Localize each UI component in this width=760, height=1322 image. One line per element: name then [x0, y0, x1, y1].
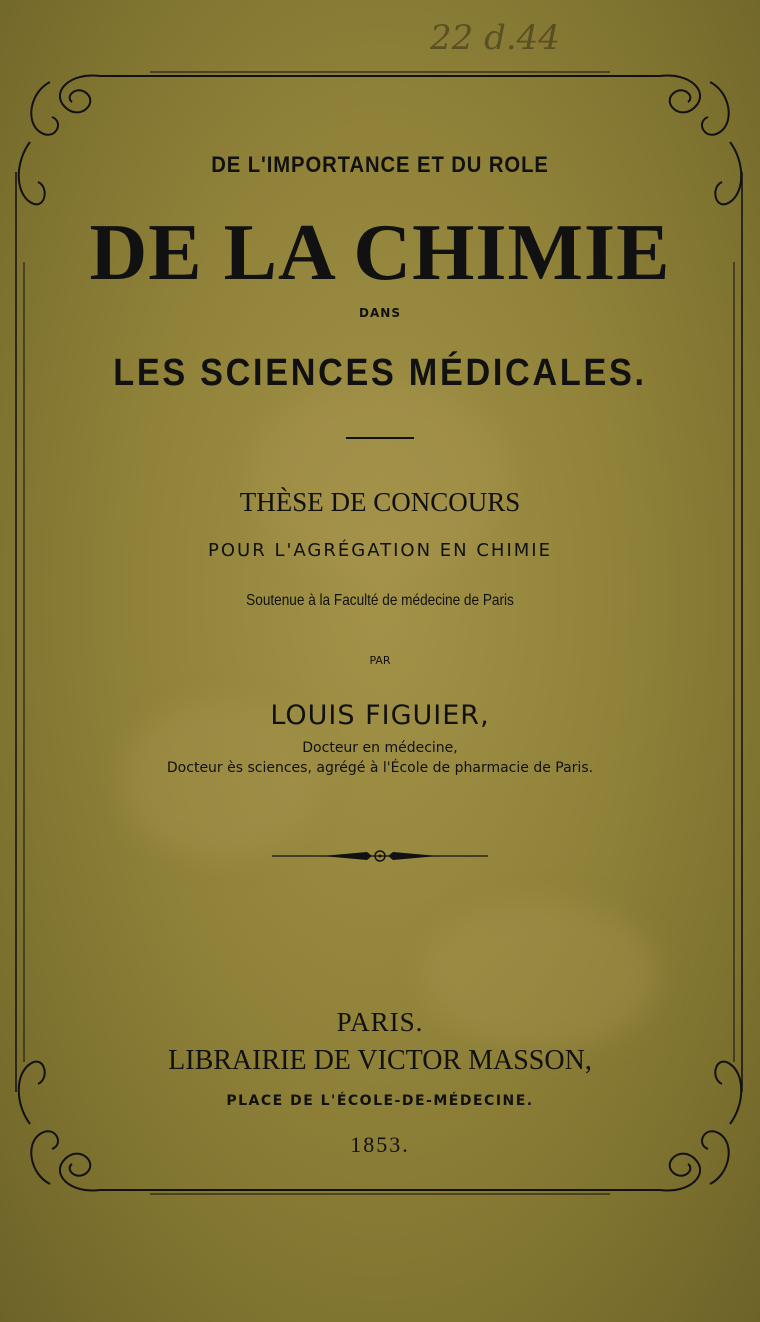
- author-credential-1: Docteur en médecine,: [302, 740, 458, 756]
- author-name: LOUIS FIGUIER,: [270, 700, 490, 731]
- separator-rule: [346, 437, 414, 439]
- title-line-1: DE L'IMPORTANCE ET DU ROLE: [211, 152, 549, 177]
- imprint-publisher: LIBRAIRIE DE VICTOR MASSON,: [168, 1045, 592, 1076]
- author-par: PAR: [369, 654, 391, 667]
- thesis-line-2: POUR L'AGRÉGATION EN CHIMIE: [208, 540, 552, 561]
- title-line-3: DANS: [359, 306, 401, 320]
- author-credential-2: Docteur ès sciences, agrégé à l'École de pharmacie de Paris.: [166, 760, 594, 776]
- title-line-2: DE LA CHIMIE: [89, 209, 671, 297]
- imprint-year: 1853.: [350, 1132, 410, 1157]
- imprint-address: PLACE DE L'ÉCOLE-DE-MÉDECINE.: [226, 1093, 534, 1109]
- imprint-city: PARIS.: [336, 1007, 424, 1037]
- thesis-line-1: THÈSE DE CONCOURS: [239, 487, 521, 517]
- handwritten-note: 22 d.44: [430, 18, 560, 58]
- ornamental-divider: [272, 849, 488, 863]
- thesis-line-3: Soutenue à la Faculté de médecine de Paris: [246, 592, 514, 609]
- title-line-4: LES SCIENCES MÉDICALES.: [113, 352, 647, 394]
